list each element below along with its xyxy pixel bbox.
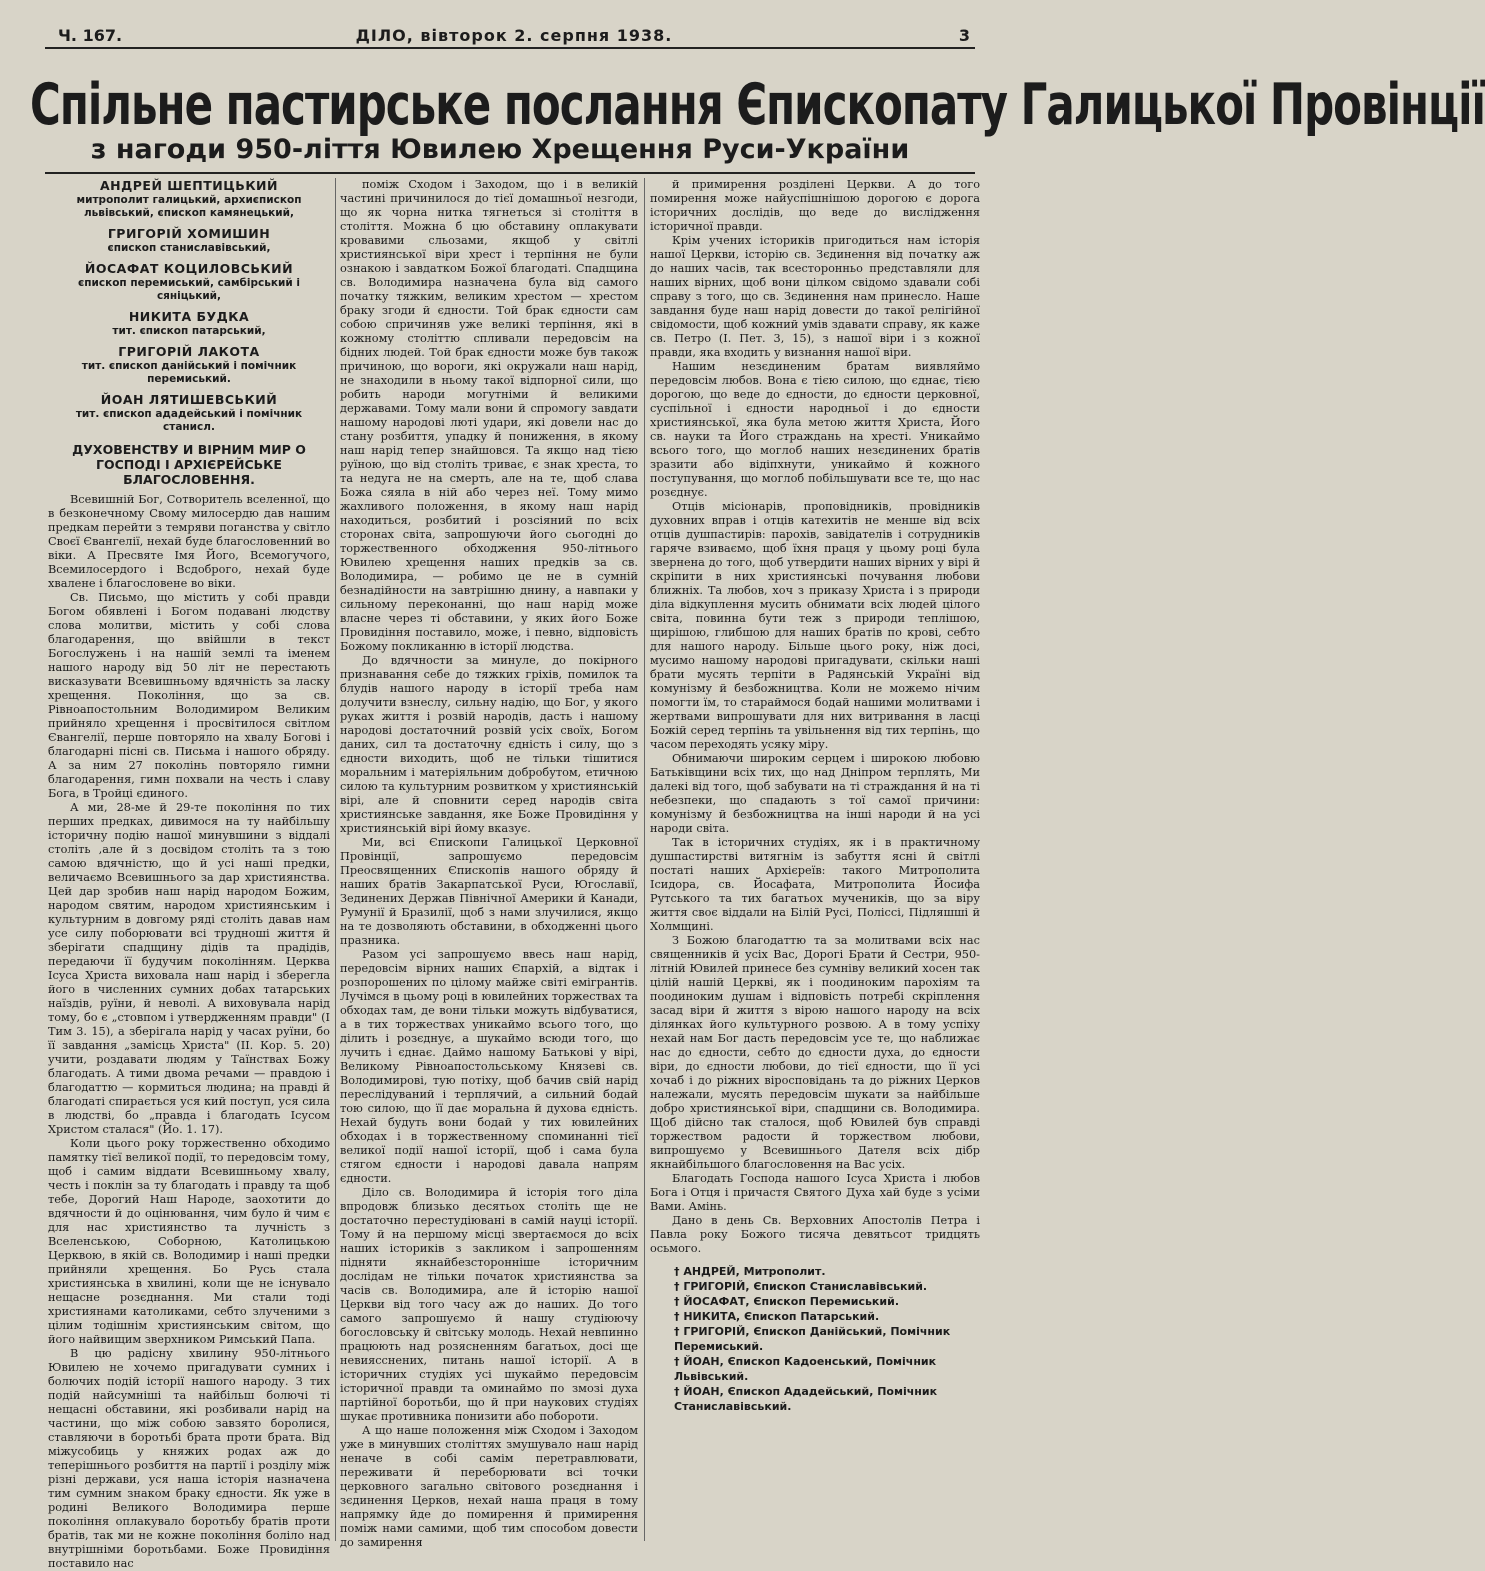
headline: Спільне пастирське послання Єпископату Галицької Провінції (30, 71, 1485, 138)
paragraph: поміж Сходом і Заходом, що і в великій частині причинилося до тієї домашньої незгоди, що як чорна нитка тягнеться зі століття в століття. Можна б цю обставину оплакувати кровавими сльозами, якщоб у світлі християнської віри хрест і терпіння не були ознакою і завдатком Божої благодаті. Спадщина св. Володимира назначена була від самого початку тяжким, великим хрестом — хрестом браку згоди й єдности. Той брак єдности сам собою спричиняв уже великі терпіння, які в кожному століттю спливали передовсім на бідних людей. Той брак єдности може був також причиною, що вороги, які окружали наш нарід, не знаходили в ньому такої відпорної сили, що робить народи могутніми й великими державами. Тому мали вони й спромогу завдати нашому народові люті удари, які довели нас до стану розбиття, упадку й пониження, в якому наш нарід тепер знайшовся. Та якщо над тією руїною, що від століть триває, є знак хреста, то та недуга не на смерть, але на те, щоб слава Божа сяяла в ній або через неї. Тому мимо жахливого положення, в якому наш нарід находиться, розбитий і розсіяний по всіх сторонах світа, запрошуючи його сьогодні до торжественного обходження 950-літнього Ювилею хрещення наших предків за св. Володимира, — робимо це не в сумній безнадійности на завтрішню днину, а навпаки у сильному переконанні, що наш нарід може власне через ті обставини, у яких його Боже Провидіння поставило, може, і певно, відповість Божому покликанню в історії людства. (340, 178, 638, 653)
paragraph: Дано в день Св. Верховних Апостолів Петра і Павла року Божого тисяча девятьсот тридцять осьмого. (650, 1214, 980, 1255)
paragraph: Діло св. Володимира й історія того діла впродовж близько десятьох століть ще не достаточно перестудіювані в самій науці історії. Тому й на першому місці звертаємося до всіх наших істориків з закликом і запрошенням підняти якнайбезсторонніше історичним дослідам не тільки початок християнства за часів св. Володимира, але й історію нашої Церкви від того часу аж до наших. До того самого запрошуємо й нашу студіюючу богословську й світську молодь. Нехай невпинно працюють над розясненням багатьох, досі ще невиясснених, питань нашої історії. А в історичних студіях усі шукаймо передовсім історичної правди та оминаймо по змозі духа партійної боротьби, що й при наукових студіях шукає противника понизити або побороти. (340, 1186, 638, 1423)
column-2-text (340, 178, 638, 1550)
column-3-text (650, 178, 980, 1256)
signatories-block (48, 178, 330, 440)
column-divider (644, 178, 645, 1541)
closing-signature: † ЙОАН, Єпископ Кадоенський, Помічник Львівський. (674, 1355, 937, 1383)
paragraph: Так в історичних студіях, як і в практичному душпастирстві витягнім із забуття ясні й світлі постаті наших Архієреїв: такого Митрополита Ісидора, св. Йосафата, Митрополита Йосифа Рутського та тих багатьох мучеників, що за віру життя своє віддали на Білій Русі, Поліссі, Підляшші й Холмщині. (650, 836, 980, 933)
paragraph: й примирення розділені Церкви. А до того помирення може найуспішнішою дорогою є дорога історичних дослідів, що веде до вислідження історичної правди. (650, 178, 980, 233)
signatory-name: ГРИГОРІЙ ЛАКОТА (118, 344, 260, 359)
paragraph: Нашим незєдиненим братам виявляймо передовсім любов. Вона є тією силою, що єднає, тією дорогою, що веде до єдности, до єдности церковної, суспільної і єдности народньої і до єдности християнської, яка була метою життя Христа, Його св. науки та Його страждань на хресті. Уникаймо всього того, що моглоб наших незєдинених братів зразити або відіпхнути, уникаймо й кожного поступування, що моглоб побільшувати все те, що нас розєднує. (650, 360, 980, 499)
signatory-name: ЙОСАФАТ КОЦИЛОВСЬКИЙ (84, 261, 294, 276)
closing-signature: † АНДРЕЙ, Митрополит. (674, 1265, 826, 1278)
signatory-name: АНДРЕЙ ШЕПТИЦЬКИЙ (100, 178, 278, 193)
signatory-name: ЙОАН ЛЯТИШЕВСЬКИЙ (100, 392, 278, 407)
column-1-text (48, 493, 330, 1571)
paragraph: Отців місіонарів, проповідників, провідників духовних вправ і отців катехитів не менше від всіх отців душпастирів: парохів, завідателів і сотрудників гаряче взиваємо, щоб їхня праця у цьому році була звернена до того, щоб утвердити наших вірних у вірі й скріпити в них християнські почування любови ближніх. Та любов, хоч з приказу Христа і з природи діла відкуплення мусить обнимати всіх людей цілого світа, повинна бути теж з природи теплішою, щирішою, глибшою для наших братів по крові, себто для нашого народу. Більше цього року, ніж досі, мусимо нашому народові пригадувати, скільки наші брати мусять терпіти в Радянській Україні від комунізму й безбожництва. Коли не можемо нічим помогти їм, то стараймося бодай нашими молитвами і жертвами випрошувати для них витривання в ласці Божій серед терпінь та увільнення від тих терпінь, що часом переходять усяку міру. (650, 500, 980, 751)
paragraph: Св. Письмо, що містить у собі правди Богом обявлені і Богом подавані людству слова молитви, містить у собі слова благодарення, що ввійшли в текст Богослужень і на нашій землі та іменем нашого народу від 50 літ не перестають висказувати Всевишньому вдячність за ласку хрещення. Покоління, що за св. Рівноапостольним Володимиром Великим прийняло хрещення і просвітилося світлом Євангелії, перше повторяло на хвалу Богові і благодарні пісні св. Письма і нашого обряду. А за ним 27 поколінь повторяло гимни благодарення, гимн похвали на честь і славу Бога, в Тройці єдиного. (48, 591, 330, 800)
signatory (48, 261, 330, 309)
paragraph: В цю радісну хвилину 950-літнього Ювилею не хочемо пригадувати сумних і болючих подій історії нашого народу. З тих подій найсумніші та найбільш болючі ті нещасні обставини, які розбивали нарід на частини, що між собою завзято боролися, ставляючи в боротьбі брата проти брата. Від міжусобиць у княжих родах аж до теперішнього розбиття на партії і розділу між різні держави, уся наша історія назначена тим сумним знаком браку єдности. Як уже в родині Великого Володимира перше покоління оплакувало боротьбу братів проти братів, так ми не кожне покоління боліло над внутрішніми боротьбами. Боже Провидіння поставило нас (48, 1347, 330, 1570)
subhead-rule (45, 172, 975, 174)
paragraph: Всевишній Бог, Сотворитель вселенної, що в безконечному Свому милосердю дав нашим предкам перейти з темряви поганства у світло Своєї Євангелії, нехай буде благословенний во віки. А Пресвяте Імя Його, Всемогучого, Всемилосердого і Всдоброго, нехай буде хвалене і благословене во віки. (48, 493, 330, 590)
closing-signature: † ГРИГОРІЙ, Єпископ Станиславівський. (674, 1280, 928, 1293)
closing-signatures (650, 1264, 980, 1414)
closing-signature: † ГРИГОРІЙ, Єпископ Данійський, Помічник Перемиський. (674, 1325, 951, 1353)
salutation: ДУХОВЕНСТВУ И ВІРНИМ МИР О ГОСПОДІ І АРХІЄРЕЙСЬКЕ БЛАГОСЛОВЕННЯ. (72, 442, 306, 487)
top-rule (45, 47, 975, 49)
paragraph: Коли цього року торжественно обходимо памятку тієї великої події, то передовсім тому, щоб і самим віддати Всевишньому хвалу, честь і поклін за ту благодать і правду та щоб тебе, Дорогий Наш Народе, заохотити до вдячности й до оцінювання, чим було й чим є для нас християнство та лучність з Вселенською, Соборною, Католицькою Церквою, в якій св. Володимир і наші предки прийняли хрещення. Бо Русь стала християнська в хвилині, коли ще не існувало нещасне розєднання. Ми стали тоді християнами католиками, себто злученими з цілим тодішнім християнським світом, що його найвищим зверхником Римський Папа. (48, 1137, 330, 1346)
issue-number: Ч. 167. (58, 26, 123, 45)
paragraph: З Божою благодаттю та за молитвами всіх нас священників й усіх Вас, Дорогі Брати й Сестри, 950-літній Ювилей принесе без сумніву великий хосен так цілій нашій Церкві, як і поодиноким парохіям та поодиноким душам і відповість потребі скріплення засад віри й життя з вірою нашого народу на всіх ділянках його культурного розвою. А в тому успіху нехай нам Бог дасть передовсім усе те, що наближає нас до єдности, себто до єдности духа, до єдности віри, до єдности любови, до тієї єдности, що її усі хочаб і до ріжних віросповідань та до ріжних Церков належали, мусять передовсім шукати за найбільше добро християнської віри, спадщини св. Володимира. Щоб дійсно так сталося, щоб Ювилей був справді торжеством радости й торжеством любови, випрошуємо у Всевишнього Дателя всіх дібр якнайбільшого благословення на Вас усіх. (650, 934, 980, 1171)
signatory (48, 178, 330, 226)
paragraph: Разом усі запрошуємо ввесь наш нарід, передовсім вірних наших Єпархій, а відтак і розпорошених по цілому майже світі емігрантів. Лучімся в цьому році в ювилейних торжествах та обходах там, де вони тільки можуть відбуватися, а в тих торжествах уникаймо всього того, що ділить і розєднує, а шукаймо всюди того, що лучить і єднає. Даймо нашому Батькові у вірі, Великому Рівноапостольському Князеві св. Володимирові, тую потіху, щоб бачив свій нарід переслідуваний і терплячий, а сильний бодай тою силою, що її дає моральна й духова єдність. Нехай будуть вони бодай у тих ювилейних обходах і в торжественному споминанні тієї великої події нашої історії, щоб і сама була стягом єдности і народові давала напрям єдности. (340, 948, 638, 1185)
paragraph: Ми, всі Єпископи Галицької Церковної Провінції, запрошуємо передовсім Преосвященних Єпископів нашого обряду й наших братів Закарпатської Руси, Югославії, Зединених Держав Північної Америки й Канади, Румунії й Бразилії, щоб з нами злучилися, якщо на те дозволяють обставини, в обходженні цього празника. (340, 836, 638, 947)
paragraph: Обнимаючи широким серцем і широкою любовю Батьківщини всіх тих, що над Дніпром терплять, Ми далекі від того, щоб забувати на ті страждання й на ті небезпеки, що спадають з тої самої причини: комунізму й безбожництва на інші народи й на усі народи світа. (650, 752, 980, 835)
signatory-title: єпископ станиславівський, (107, 242, 271, 254)
paragraph: Благодать Господа нашого Ісуса Христа і любов Бога і Отця і причастя Святого Духа хай буде з усіми Вами. Амінь. (650, 1172, 980, 1213)
signatory-name: ГРИГОРІЙ ХОМИШИН (107, 226, 271, 241)
page-number: 3 (958, 26, 970, 45)
paragraph: Крім учених істориків пригодиться нам історія нашої Церкви, історію св. Зєдинення від початку аж до наших часів, так всесторонньо представляли для наших вірних, щоб вони цілком свідомо здавали собі справу з того, що св. Зєдинення нам принесло. Наше завдання буде наш нарід довести до такої релігійної свідомости, щоб кожний умів здавати справу, як каже св. Петро (І. Пет. 3, 15), з нашої віри і з кожної правди, яка входить у визнання нашої віри. (650, 234, 980, 359)
column-2 (340, 178, 638, 1549)
signatory-title: тит. єпископ данійський і помічник перемиський. (81, 360, 297, 385)
signatory (48, 309, 330, 344)
signatory-title: митрополит галицький, архиєпископ львівський, єпископ камянецький, (76, 194, 302, 219)
signatory (48, 226, 330, 261)
closing-signature: † ЙОАН, Єпископ Ададейський, Помічник Станиславівський. (674, 1385, 938, 1413)
paragraph: А що наше положення між Сходом і Заходом уже в минувших століттях змушувало наш нарід неначе в собі самім перетравлювати, переживати й переборювати всі точки церковного загально світового розєднання і зєдинення Церков, нехай наша праця в тому напрямку йде до помирення й примирення поміж нами самими, щоб тим способом довести до замирення (340, 1424, 638, 1549)
closing-signature: † НИКИТА, Єпископ Патарський. (674, 1310, 880, 1323)
column-divider (335, 178, 336, 1541)
signatory-title: тит. єпископ патарський, (112, 325, 266, 337)
closing-signature: † ЙОСАФАТ, Єпископ Перемиський. (674, 1295, 899, 1308)
masthead-date: ДІЛО, вівторок 2. серпня 1938. (355, 26, 673, 45)
subheadline: з нагоди 950-ліття Ювилею Хрещення Руси-України (90, 134, 910, 165)
signatory-title: тит. єпископ ададейський і помічник станисл. (75, 408, 303, 433)
column-3 (650, 178, 980, 1543)
signatory (48, 392, 330, 440)
signatory (48, 344, 330, 392)
column-1 (48, 178, 330, 1570)
signatory-name: НИКИТА БУДКА (128, 309, 250, 324)
paragraph: А ми, 28-ме й 29-те покоління по тих перших предках, дивимося на ту найбільшу історичну подію нашої минувшини з віддалі століть ,але й з досвідом століть та з тою самою вдячністю, що й усі наші предки, величаємо Всевишнього за дар християнства. Цей дар зробив наш нарід народом Божим, народом святим, народом християнським і культурним в довгому ряді століть давав нам усе силу поборювати всі трудноші життя й зберігати спадщину дідів та прадідів, передаючи її будучим поколінням. Церква Ісуса Христа виховала наш нарід і зберегла його в численних сумних добах татарських наїздів, руїни, й неволі. А виховувала нарід тому, бо є „стовпом і утвердженням правди" (І Тим 3. 15), а зберігала нарід у часах руїни, бо її завдання „замісць Христа" (ІІ. Кор. 5. 20) учити, роздавати людям у Таїнствах Божу благодать. А тими двома речами — правдою і благодаттю — кормиться людина; на правді й благодаті спирається уся кий поступ, уся сила в людстві, бо „правда і благодать Ісусом Христом сталася" (Йо. 1. 17). (48, 801, 330, 1136)
signatory-title: єпископ перемиський, самбірський і сяніцький, (78, 277, 300, 302)
paragraph: До вдячности за минуле, до покірного признавання себе до тяжких гріхів, помилок та блудів нашого народу в історії треба нам долучити взнеслу, сильну надію, що Бог, у якого руках життя і розвій народів, дасть і нашому народові достаточний розвій усіх своїх, Богом даних, сил та достаточну єдність і силу, що з єдности виходить, щоб не тільки тішитися моральним і матеріяльним добробутом, етичною силою та культурним розвитком у християнській вірі, але й сповнити серед народів світа християнське завдання, яке Боже Провидіння у християнській вірі йому вказує. (340, 654, 638, 835)
